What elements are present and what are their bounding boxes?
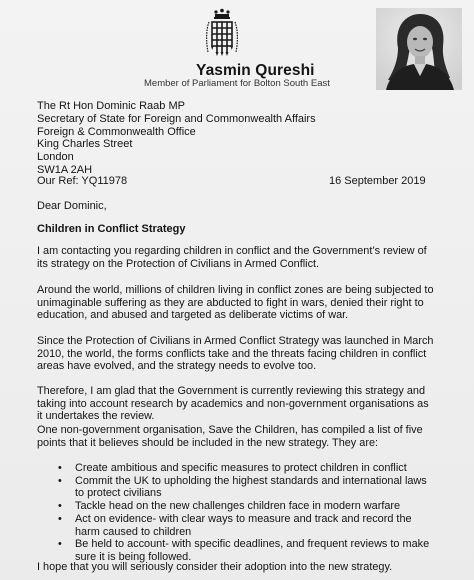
mp-name: Yasmin Qureshi bbox=[196, 62, 315, 79]
bullet-text: Tackle head on the new challenges children face in modern warfare bbox=[75, 500, 401, 513]
bullet-icon: • bbox=[58, 513, 62, 526]
subject-heading: Children in Conflict Strategy bbox=[37, 223, 186, 235]
closing-line: I hope that you will seriously consider their adoption into the new strategy. bbox=[37, 561, 393, 573]
letter-date: 16 September 2019 bbox=[329, 175, 426, 187]
bullet-text: Act on evidence- with clear ways to measure and track and record the harm caused to children bbox=[75, 513, 412, 538]
address-line: The Rt Hon Dominic Raab MP bbox=[37, 100, 185, 112]
bullet-icon: • bbox=[58, 462, 62, 474]
address-line: King Charles Street bbox=[37, 138, 133, 151]
recipient-address bbox=[37, 100, 316, 177]
address-line: Foreign & Commonwealth Office bbox=[37, 125, 196, 138]
bullet-icon: • bbox=[58, 500, 62, 513]
mp-portrait bbox=[376, 8, 462, 90]
list-item bbox=[58, 513, 438, 538]
bullet-text: Be held to account- with specific deadlines, and frequent reviews to make sure it is being followed. bbox=[75, 538, 430, 563]
body-paragraph: Around the world, millions of children living in conflict zones are being subjected to unimaginable suffering as they are abducted to fight in wars, denied their right to education, and abused and targeted as deliberate victims of war. bbox=[37, 284, 434, 322]
portcullis-icon bbox=[205, 8, 239, 58]
list-item bbox=[58, 462, 438, 474]
bullet-text: Create ambitious and specific measures to protect children in conflict bbox=[75, 462, 407, 474]
body-paragraph: I am contacting you regarding children in conflict and the Government’s review of its strategy on the Protection of Civilians in Armed Conflict. bbox=[37, 245, 427, 270]
body-paragraph: Since the Protection of Civilians in Armed Conflict Strategy was launched in March 2010, the world, the forms conflicts take and the threats facing children in conflict areas have evolved, and the strategy needs to evolve too. bbox=[37, 335, 434, 373]
address-line: London bbox=[37, 151, 74, 164]
mp-role: Member of Parliament for Bolton South East bbox=[144, 78, 330, 89]
bullet-icon: • bbox=[58, 474, 62, 487]
address-line: SW1A 2AH bbox=[37, 163, 93, 176]
list-item bbox=[58, 538, 438, 563]
list-item bbox=[58, 475, 438, 500]
list-item bbox=[58, 500, 438, 512]
reference-number: Our Ref: YQ11978 bbox=[37, 175, 128, 187]
bullet-text: Commit the UK to upholding the highest standards and international laws to protect civilians bbox=[75, 474, 427, 500]
bullet-icon: • bbox=[58, 538, 62, 551]
bullet-list bbox=[58, 462, 438, 564]
address-line: Secretary of State for Foreign and Commonwealth Affairs bbox=[37, 112, 316, 125]
body-paragraph: Therefore, I am glad that the Government is currently reviewing this strategy and taking into account research by academics and non-government organisations as it undertakes the review. bbox=[37, 385, 429, 423]
salutation: Dear Dominic, bbox=[37, 200, 107, 212]
body-paragraph: One non-government organisation, Save the Children, has compiled a list of five points that it believes should be included in the new strategy. They are: bbox=[37, 424, 423, 449]
